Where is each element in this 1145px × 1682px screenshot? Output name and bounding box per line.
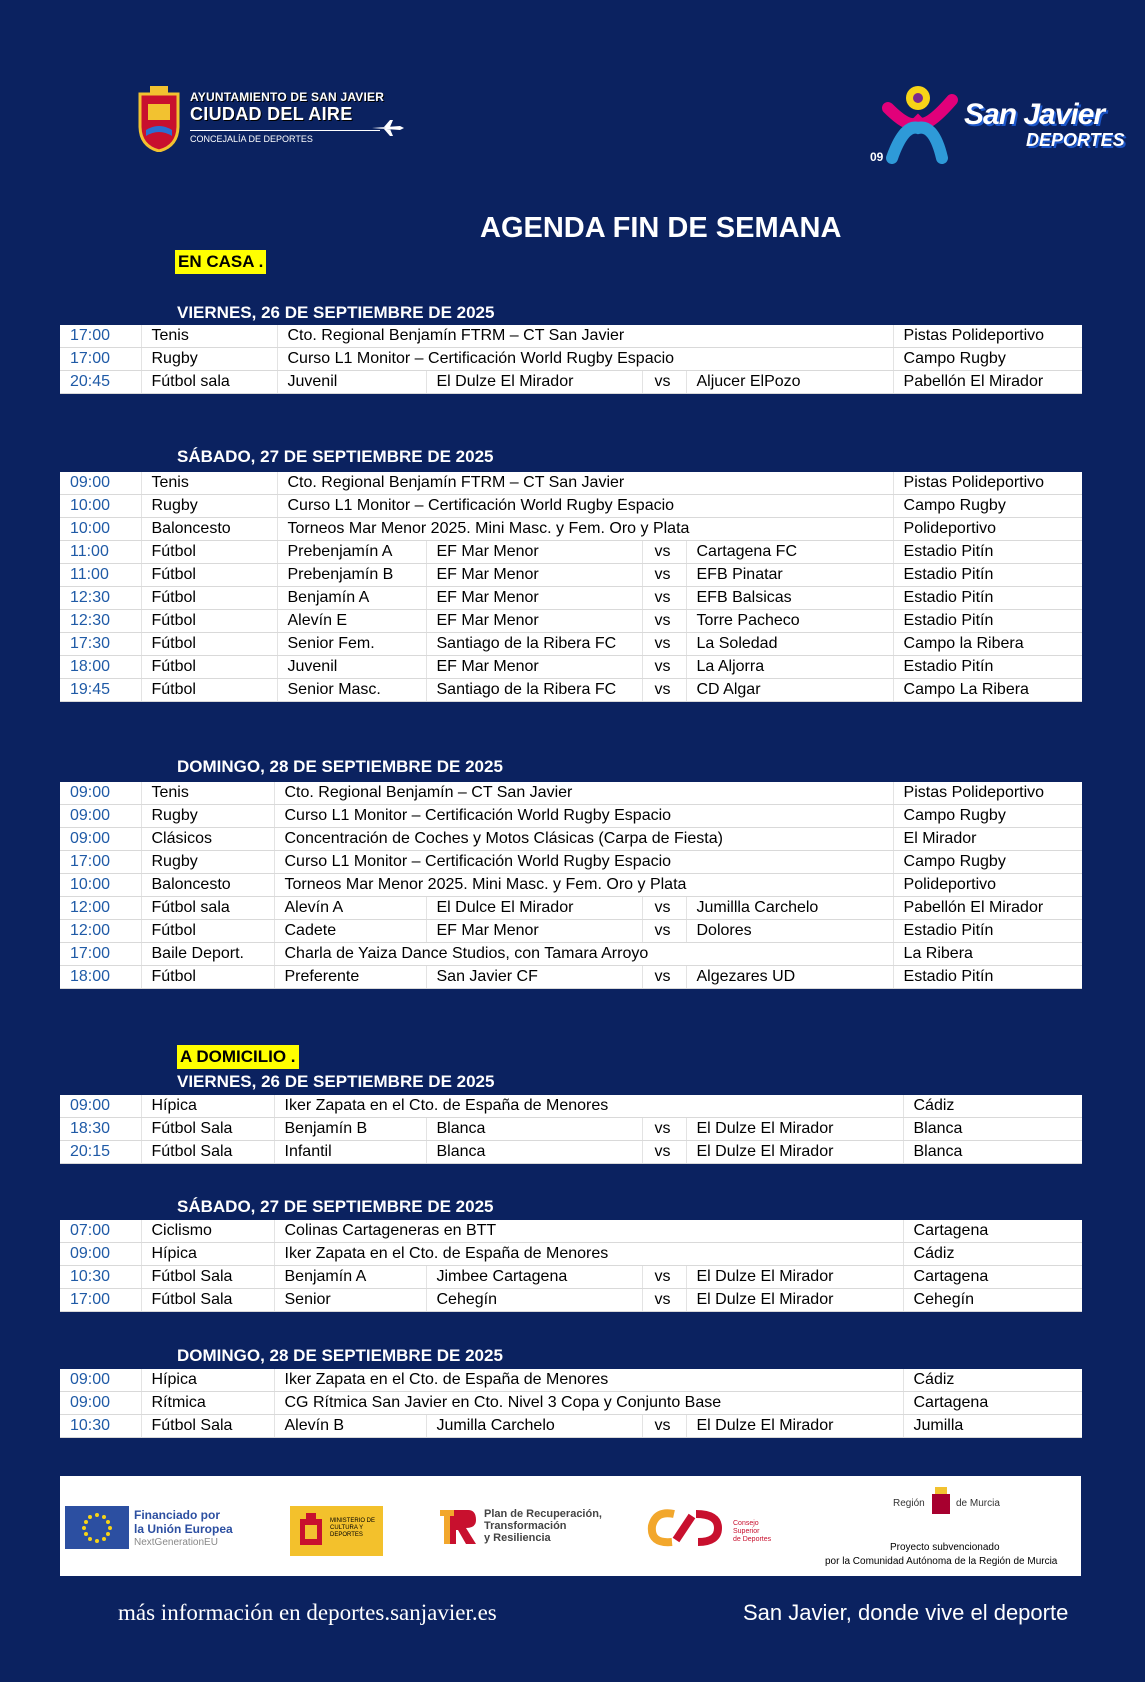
- time-cell: 17:30: [60, 633, 141, 656]
- plan-line3: y Resiliencia: [484, 1532, 551, 1544]
- time-cell: 10:00: [60, 874, 141, 897]
- time-cell: 10:00: [60, 518, 141, 541]
- away-team-cell: Jumillla Carchelo: [686, 897, 893, 920]
- table-row: [60, 348, 1082, 371]
- table-row: [60, 782, 1082, 805]
- time-cell: 17:00: [60, 348, 141, 371]
- place-cell: Pistas Polideportivo: [893, 472, 1082, 495]
- place-cell: Cartagena: [903, 1266, 1082, 1289]
- category-cell: Cadete: [274, 920, 426, 943]
- home-team-cell: El Dulze El Mirador: [426, 371, 642, 394]
- event-cell: Cto. Regional Benjamín FTRM – CT San Javier: [277, 472, 893, 495]
- plan-line2: Transformación: [484, 1520, 567, 1532]
- place-cell: Campo Rugby: [893, 851, 1082, 874]
- event-cell: Torneos Mar Menor 2025. Mini Masc. y Fem. Oro y Plata: [274, 874, 893, 897]
- time-cell: 12:00: [60, 897, 141, 920]
- away-team-cell: Cartagena FC: [686, 541, 893, 564]
- away-team-cell: Aljucer ElPozo: [686, 371, 893, 394]
- time-cell: 10:30: [60, 1266, 141, 1289]
- table-row: [60, 541, 1082, 564]
- event-cell: Cto. Regional Benjamín – CT San Javier: [274, 782, 893, 805]
- table-row: [60, 1266, 1082, 1289]
- schedule-table-away-friday: [60, 1095, 1082, 1164]
- category-cell: Alevín B: [274, 1415, 426, 1438]
- sport-cell: Tenis: [141, 325, 277, 348]
- place-cell: Estadio Pitín: [893, 656, 1082, 679]
- place-cell: Polideportivo: [893, 518, 1082, 541]
- day-heading: VIERNES, 26 DE SEPTIEMBRE DE 2025: [177, 303, 495, 322]
- away-team-cell: EFB Pinatar: [686, 564, 893, 587]
- sport-cell: Hípica: [141, 1369, 274, 1392]
- category-cell: Senior: [274, 1289, 426, 1312]
- brand-bottom-text: DEPORTES: [1026, 130, 1125, 150]
- time-cell: 20:45: [60, 371, 141, 394]
- sport-cell: Fútbol: [141, 920, 274, 943]
- category-cell: Benjamín A: [274, 1266, 426, 1289]
- sport-cell: Fútbol: [141, 633, 277, 656]
- event-cell: Curso L1 Monitor – Certificación World Rugby Espacio: [274, 805, 893, 828]
- table-row: [60, 1289, 1082, 1312]
- csd-line3: de Deportes: [733, 1536, 772, 1543]
- place-cell: Cehegín: [903, 1289, 1082, 1312]
- section-away-label: A DOMICILIO .: [177, 1045, 299, 1069]
- vs-cell: vs: [642, 587, 686, 610]
- time-cell: 17:00: [60, 851, 141, 874]
- sport-cell: Hípica: [141, 1243, 274, 1266]
- home-team-cell: EF Mar Menor: [426, 541, 642, 564]
- home-team-cell: Cehegín: [426, 1289, 642, 1312]
- home-team-cell: EF Mar Menor: [426, 587, 642, 610]
- sport-cell: Tenis: [141, 782, 274, 805]
- vs-cell: vs: [642, 656, 686, 679]
- category-cell: Senior Fem.: [277, 633, 426, 656]
- category-cell: Prebenjamín A: [277, 541, 426, 564]
- murcia-coat-of-arms-icon: [930, 1486, 952, 1516]
- region-line2: por la Comunidad Autónoma de la Región de Murcia: [825, 1556, 1058, 1567]
- sport-cell: Rugby: [141, 851, 274, 874]
- place-cell: Campo Rugby: [893, 348, 1082, 371]
- sport-cell: Rugby: [141, 495, 277, 518]
- vs-cell: vs: [642, 371, 686, 394]
- event-cell: Curso L1 Monitor – Certificación World Rugby Espacio: [277, 348, 893, 371]
- sport-cell: Baile Deport.: [141, 943, 274, 966]
- sport-cell: Fútbol: [141, 541, 277, 564]
- sport-cell: Fútbol: [141, 587, 277, 610]
- time-cell: 12:30: [60, 610, 141, 633]
- away-team-cell: Algezares UD: [686, 966, 893, 989]
- place-cell: Cádiz: [903, 1243, 1082, 1266]
- schedule-table-home-sunday: [60, 782, 1082, 989]
- place-cell: Estadio Pitín: [893, 541, 1082, 564]
- concejalia-text: CONCEJALÍA DE DEPORTES: [190, 134, 313, 144]
- eu-line3: NextGenerationEU: [134, 1537, 218, 1548]
- event-cell: Iker Zapata en el Cto. de España de Menores: [274, 1095, 903, 1118]
- table-row: [60, 472, 1082, 495]
- spain-coat-of-arms-icon: [296, 1511, 326, 1551]
- sport-cell: Fútbol Sala: [141, 1266, 274, 1289]
- vs-cell: vs: [642, 610, 686, 633]
- vs-cell: vs: [642, 564, 686, 587]
- table-row: [60, 1415, 1082, 1438]
- place-cell: Blanca: [903, 1141, 1082, 1164]
- table-row: [60, 1095, 1082, 1118]
- time-cell: 17:00: [60, 943, 141, 966]
- table-row: [60, 610, 1082, 633]
- event-cell: Torneos Mar Menor 2025. Mini Masc. y Fem. Oro y Plata: [277, 518, 893, 541]
- sport-cell: Fútbol Sala: [141, 1118, 274, 1141]
- ayuntamiento-logo: [138, 86, 408, 154]
- table-row: [60, 679, 1082, 702]
- vs-cell: vs: [642, 1266, 686, 1289]
- table-row: [60, 966, 1082, 989]
- footer-slogan-text: San Javier, donde vive el deporte: [743, 1600, 1069, 1625]
- vs-cell: vs: [642, 1415, 686, 1438]
- eu-line1: Financiado por: [134, 1508, 221, 1522]
- event-cell: Charla de Yaiza Dance Studios, con Tamara Arroyo: [274, 943, 893, 966]
- home-team-cell: Jumilla Carchelo: [426, 1415, 642, 1438]
- event-cell: Colinas Cartageneras en BTT: [274, 1220, 903, 1243]
- table-row: [60, 1369, 1082, 1392]
- category-cell: Alevín E: [277, 610, 426, 633]
- table-row: [60, 1141, 1082, 1164]
- home-team-cell: EF Mar Menor: [426, 920, 642, 943]
- csd-line2: Superior: [733, 1528, 760, 1535]
- sport-cell: Fútbol: [141, 656, 277, 679]
- place-cell: La Ribera: [893, 943, 1082, 966]
- coat-of-arms-icon: [138, 86, 180, 152]
- away-team-cell: CD Algar: [686, 679, 893, 702]
- time-cell: 12:30: [60, 587, 141, 610]
- home-team-cell: EF Mar Menor: [426, 610, 642, 633]
- category-cell: Benjamín A: [277, 587, 426, 610]
- table-row: [60, 851, 1082, 874]
- place-cell: Cartagena: [903, 1392, 1082, 1415]
- home-team-cell: Jimbee Cartagena: [426, 1266, 642, 1289]
- sport-cell: Tenis: [141, 472, 277, 495]
- region-line1: Proyecto subvencionado: [890, 1542, 1000, 1553]
- sport-cell: Rítmica: [141, 1392, 274, 1415]
- event-cell: Concentración de Coches y Motos Clásicas (Carpa de Fiesta): [274, 828, 893, 851]
- vs-cell: vs: [642, 897, 686, 920]
- home-team-cell: Blanca: [426, 1141, 642, 1164]
- brand-top-text: San Javier: [964, 98, 1105, 131]
- time-cell: 07:00: [60, 1220, 141, 1243]
- away-team-cell: Dolores: [686, 920, 893, 943]
- airplane-icon: [372, 120, 404, 136]
- schedule-table-home-saturday: [60, 472, 1082, 702]
- time-cell: 09:00: [60, 472, 141, 495]
- vs-cell: vs: [642, 920, 686, 943]
- category-cell: Senior Masc.: [277, 679, 426, 702]
- place-cell: Polideportivo: [893, 874, 1082, 897]
- table-row: [60, 897, 1082, 920]
- sport-cell: Fútbol sala: [141, 897, 274, 920]
- category-cell: Juvenil: [277, 656, 426, 679]
- event-cell: Iker Zapata en el Cto. de España de Menores: [274, 1243, 903, 1266]
- table-row: [60, 564, 1082, 587]
- home-team-cell: San Javier CF: [426, 966, 642, 989]
- category-cell: Juvenil: [277, 371, 426, 394]
- eu-flag-icon: [65, 1506, 129, 1549]
- time-cell: 12:00: [60, 920, 141, 943]
- table-row: [60, 828, 1082, 851]
- sport-cell: Rugby: [141, 348, 277, 371]
- table-row: [60, 874, 1082, 897]
- time-cell: 10:30: [60, 1415, 141, 1438]
- away-team-cell: Torre Pacheco: [686, 610, 893, 633]
- home-team-cell: Santiago de la Ribera FC: [426, 633, 642, 656]
- category-cell: Benjamín B: [274, 1118, 426, 1141]
- csd-line1: Consejo: [733, 1520, 759, 1527]
- sport-cell: Fútbol Sala: [141, 1289, 274, 1312]
- page-title: AGENDA FIN DE SEMANA: [480, 212, 842, 244]
- event-cell: CG Rítmica San Javier en Cto. Nivel 3 Copa y Conjunto Base: [274, 1392, 903, 1415]
- home-team-cell: Santiago de la Ribera FC: [426, 679, 642, 702]
- away-team-cell: EFB Balsicas: [686, 587, 893, 610]
- sport-cell: Fútbol sala: [141, 371, 277, 394]
- away-team-cell: El Dulze El Mirador: [686, 1266, 903, 1289]
- san-javier-deportes-logo: [868, 78, 1128, 170]
- vs-cell: vs: [642, 679, 686, 702]
- day-heading: SÁBADO, 27 DE SEPTIEMBRE DE 2025: [177, 1197, 494, 1216]
- time-cell: 09:00: [60, 1095, 141, 1118]
- sport-cell: Fútbol: [141, 966, 274, 989]
- vs-cell: vs: [642, 1118, 686, 1141]
- place-cell: Estadio Pitín: [893, 587, 1082, 610]
- away-team-cell: El Dulze El Mirador: [686, 1415, 903, 1438]
- place-cell: Cádiz: [903, 1095, 1082, 1118]
- table-row: [60, 495, 1082, 518]
- region-right-text: de Murcia: [956, 1498, 1000, 1509]
- sport-cell: Fútbol Sala: [141, 1415, 274, 1438]
- table-row: [60, 325, 1082, 348]
- place-cell: Cádiz: [903, 1369, 1082, 1392]
- event-cell: Cto. Regional Benjamín FTRM – CT San Javier: [277, 325, 893, 348]
- place-cell: El Mirador: [893, 828, 1082, 851]
- away-team-cell: La Soledad: [686, 633, 893, 656]
- table-row: [60, 587, 1082, 610]
- sport-cell: Fútbol Sala: [141, 1141, 274, 1164]
- place-cell: Pistas Polideportivo: [893, 325, 1082, 348]
- place-cell: Estadio Pitín: [893, 966, 1082, 989]
- vs-cell: vs: [642, 1289, 686, 1312]
- time-cell: 17:00: [60, 325, 141, 348]
- day-heading: VIERNES, 26 DE SEPTIEMBRE DE 2025: [177, 1072, 495, 1091]
- home-team-cell: El Dulce El Mirador: [426, 897, 642, 920]
- place-cell: Campo Rugby: [893, 805, 1082, 828]
- section-home-label: EN CASA .: [175, 250, 266, 274]
- csd-logo-icon: [646, 1506, 726, 1550]
- vs-cell: vs: [642, 1141, 686, 1164]
- sport-cell: Fútbol: [141, 610, 277, 633]
- time-cell: 10:00: [60, 495, 141, 518]
- place-cell: Estadio Pitín: [893, 920, 1082, 943]
- time-cell: 18:30: [60, 1118, 141, 1141]
- sport-cell: Baloncesto: [141, 874, 274, 897]
- place-cell: Campo la Ribera: [893, 633, 1082, 656]
- place-cell: Estadio Pitín: [893, 610, 1082, 633]
- time-cell: 11:00: [60, 564, 141, 587]
- footer-website-text: más información en deportes.sanjavier.es: [118, 1600, 497, 1625]
- logo-underline: [190, 130, 380, 131]
- sport-cell: Rugby: [141, 805, 274, 828]
- table-row: [60, 943, 1082, 966]
- category-cell: Prebenjamín B: [277, 564, 426, 587]
- time-cell: 09:00: [60, 1369, 141, 1392]
- ministerio-logo: [290, 1506, 383, 1556]
- table-row: [60, 1220, 1082, 1243]
- sport-cell: Hípica: [141, 1095, 274, 1118]
- place-cell: Campo Rugby: [893, 495, 1082, 518]
- home-team-cell: EF Mar Menor: [426, 564, 642, 587]
- place-cell: Campo La Ribera: [893, 679, 1082, 702]
- eu-line2: la Unión Europea: [134, 1522, 233, 1536]
- time-cell: 17:00: [60, 1289, 141, 1312]
- sponsor-strip: [60, 1476, 1081, 1576]
- category-cell: Infantil: [274, 1141, 426, 1164]
- table-row: [60, 1118, 1082, 1141]
- sport-cell: Fútbol: [141, 564, 277, 587]
- place-cell: Jumilla: [903, 1415, 1082, 1438]
- time-cell: 09:00: [60, 1243, 141, 1266]
- sport-cell: Baloncesto: [141, 518, 277, 541]
- place-cell: Pistas Polideportivo: [893, 782, 1082, 805]
- home-team-cell: Blanca: [426, 1118, 642, 1141]
- away-team-cell: El Dulze El Mirador: [686, 1118, 903, 1141]
- event-cell: Curso L1 Monitor – Certificación World Rugby Espacio: [274, 851, 893, 874]
- table-row: [60, 656, 1082, 679]
- region-left-text: Región: [893, 1498, 925, 1509]
- event-cell: Curso L1 Monitor – Certificación World Rugby Espacio: [277, 495, 893, 518]
- sport-cell: Ciclismo: [141, 1220, 274, 1243]
- vs-cell: vs: [642, 966, 686, 989]
- sport-cell: Fútbol: [141, 679, 277, 702]
- vs-cell: vs: [642, 633, 686, 656]
- time-cell: 20:15: [60, 1141, 141, 1164]
- away-team-cell: El Dulze El Mirador: [686, 1141, 903, 1164]
- eu-stars-icon: [65, 1506, 129, 1549]
- time-cell: 19:45: [60, 679, 141, 702]
- table-row: [60, 1392, 1082, 1415]
- away-team-cell: La Aljorra: [686, 656, 893, 679]
- category-cell: Preferente: [274, 966, 426, 989]
- away-team-cell: El Dulze El Mirador: [686, 1289, 903, 1312]
- time-cell: 09:00: [60, 805, 141, 828]
- place-cell: Pabellón El Mirador: [893, 371, 1082, 394]
- sport-cell: Clásicos: [141, 828, 274, 851]
- day-heading: SÁBADO, 27 DE SEPTIEMBRE DE 2025: [177, 447, 494, 466]
- time-cell: 09:00: [60, 1392, 141, 1415]
- schedule-table-away-saturday: [60, 1220, 1082, 1312]
- time-cell: 18:00: [60, 656, 141, 679]
- plan-recuperacion-icon: [438, 1506, 480, 1546]
- vs-cell: vs: [642, 541, 686, 564]
- logo-number: 09: [870, 150, 884, 164]
- table-row: [60, 920, 1082, 943]
- time-cell: 09:00: [60, 828, 141, 851]
- home-team-cell: EF Mar Menor: [426, 656, 642, 679]
- table-row: [60, 633, 1082, 656]
- ministerio-text: MINISTERIO DE CULTURA Y DEPORTES: [330, 1518, 376, 1538]
- schedule-table-home-friday: [60, 325, 1082, 394]
- day-heading: DOMINGO, 28 DE SEPTIEMBRE DE 2025: [177, 757, 503, 776]
- place-cell: Pabellón El Mirador: [893, 897, 1082, 920]
- place-cell: Cartagena: [903, 1220, 1082, 1243]
- category-cell: Alevín A: [274, 897, 426, 920]
- ayuntamiento-name: AYUNTAMIENTO DE SAN JAVIER: [190, 90, 385, 104]
- time-cell: 11:00: [60, 541, 141, 564]
- athlete-figure-icon: [880, 78, 970, 164]
- schedule-table-away-sunday: [60, 1369, 1082, 1438]
- plan-line1: Plan de Recuperación,: [484, 1508, 602, 1520]
- event-cell: Iker Zapata en el Cto. de España de Menores: [274, 1369, 903, 1392]
- ciudad-del-aire-text: CIUDAD DEL AIRE: [190, 104, 353, 124]
- place-cell: Estadio Pitín: [893, 564, 1082, 587]
- table-row: [60, 371, 1082, 394]
- time-cell: 09:00: [60, 782, 141, 805]
- place-cell: Blanca: [903, 1118, 1082, 1141]
- table-row: [60, 1243, 1082, 1266]
- table-row: [60, 805, 1082, 828]
- day-heading: DOMINGO, 28 DE SEPTIEMBRE DE 2025: [177, 1346, 503, 1365]
- time-cell: 18:00: [60, 966, 141, 989]
- table-row: [60, 518, 1082, 541]
